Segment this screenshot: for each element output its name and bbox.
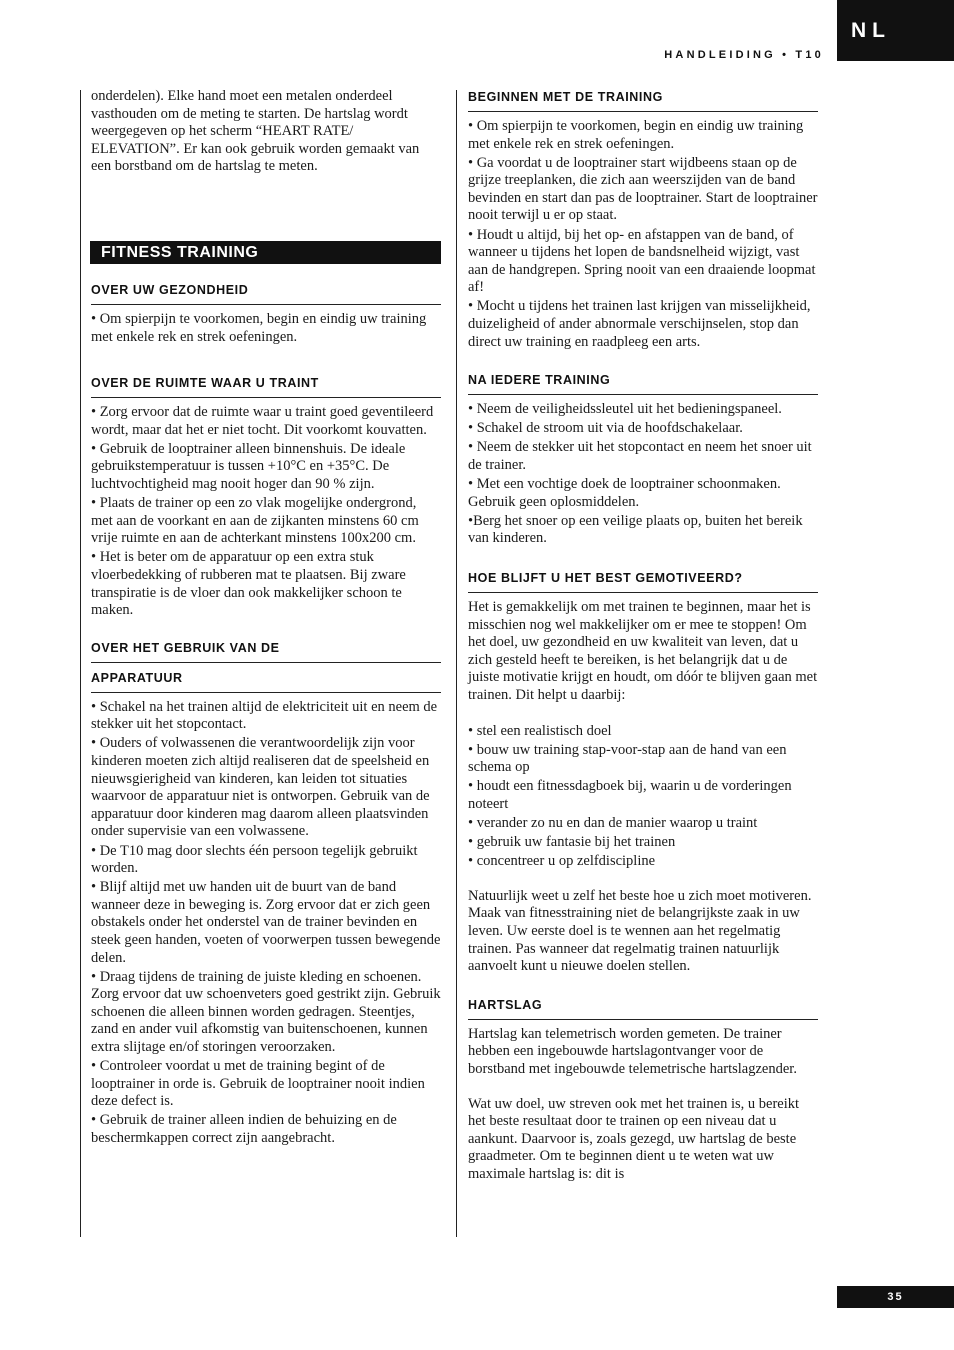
- section-heading-heart-rate: HARTSLAG: [468, 998, 818, 1020]
- motivation-item: • houdt een fitnessdagboek bij, waarin u de vorderingen noteert: [468, 778, 792, 812]
- section-heading-room: OVER DE RUIMTE WAAR U TRAINT: [91, 376, 441, 398]
- fitness-training-heading: FITNESS TRAINING: [90, 241, 441, 264]
- room-item: • Het is beter om de apparatuur op een extra stuk vloerbedekking of rubberen mat te plaatsen. Bij zware transpiratie is de vloer dan ook makkelijker schoon te maken.: [91, 549, 406, 619]
- language-tab: NL: [837, 0, 954, 61]
- heart-rate-paragraph: Wat uw doel, uw streven ook met het trainen is, u bereikt het beste resultaat door te trainen op een niveau dat u aankunt. Daarvoor is, zoals gezegd, uw hartslag de beste graadmeter. Om te beginnen dient u te weten wat uw maximale hartslag is: dit is: [468, 1095, 800, 1182]
- section-heading-motivation: HOE BLIJFT U HET BEST GEMOTIVEERD?: [468, 571, 818, 593]
- room-item: • Zorg ervoor dat de ruimte waar u traint goed geventileerd wordt, maar dat het er niet tocht. Dit voorkomt kouvatten.: [91, 404, 434, 438]
- start-training-item: • Om spierpijn te voorkomen, begin en eindig uw training met enkele rek en strek oefeningen.: [468, 118, 804, 152]
- section-heading-equipment-line1: OVER HET GEBRUIK VAN DE: [91, 641, 441, 663]
- equipment-item: • Ouders of volwassenen die verantwoordelijk zijn voor kinderen moeten zich altijd realiseren dat de speelsheid en nieuwsgierigheid van kinderen, kan leiden tot situaties waarvoor de apparatuur niet is ontworpen. Gebruik van de apparatuur door kinderen mag daarom alleen plaatsvinden onder supervisie van een volwassene.: [91, 735, 430, 840]
- after-training-item: • Neem de veiligheidssleutel uit het bedieningspaneel.: [468, 401, 782, 418]
- equipment-item: • Gebruik de trainer alleen indien de behuizing en de beschermkappen correct zijn aangebracht.: [91, 1112, 397, 1147]
- running-header: HANDLEIDING • T10: [664, 49, 824, 61]
- motivation-item: • verander zo nu en dan de manier waarop u traint: [468, 815, 758, 831]
- equipment-item: • Schakel na het trainen altijd de elektriciteit uit en neem de stekker uit het stopcontact.: [91, 698, 438, 733]
- motivation-intro: Het is gemakkelijk om met trainen te beginnen, maar het is misschien nog wel makkelijker om er mee te stoppen! Om het doel, uw gezondheid en uw kwaliteit van leven, dat u zich gesteld heeft te bereiken, is het belangrijk dat u de juiste motivatie krijgt en houdt, om dóór te blijven gaan met trainen. Dit helpt u daarbij:: [468, 598, 818, 703]
- section-heading-start-training: BEGINNEN MET DE TRAINING: [468, 90, 818, 112]
- after-training-item: • Met een vochtige doek de looptrainer schoonmaken. Gebruik geen oplosmiddelen.: [468, 476, 781, 510]
- equipment-item: • De T10 mag door slechts één persoon tegelijk gebruikt worden.: [91, 842, 418, 877]
- right-column: [468, 88, 818, 1184]
- equipment-item: • Draag tijdens de training de juiste kleding en schoenen. Zorg ervoor dat uw schoenveters goed gestrikt zijn. Gebruik schoenen die alleen binnen worden gedragen. Steentjes, zand en ander vuil afkomstig van buitenschoenen, kunnen extra slijtage en/of storingen veroorzaken.: [91, 968, 441, 1056]
- after-training-item: • Schakel de stroom uit via de hoofdschakelaar.: [468, 420, 743, 437]
- intro-paragraph: onderdelen). Elke hand moet een metalen onderdeel vasthouden om de meting te starten. De hartslag wordt weergegeven op het scherm “HEART RATE/ ELEVATION”. Er kan ook gebruik worden gemaakt van een borstband om de hartslag te meten.: [91, 88, 420, 175]
- after-training-item: •Berg het snoer op een veilige plaats op, buiten het bereik van kinderen.: [468, 512, 803, 547]
- left-column-rule: [80, 90, 81, 1237]
- left-column: [91, 88, 441, 1148]
- motivation-item: • stel een realistisch doel: [468, 722, 612, 739]
- heart-rate-paragraph: Hartslag kan telemetrisch worden gemeten. De trainer hebben een ingebouwde hartslagontvanger voor de borstband met ingebouwde telemetrische hartslagzender.: [468, 1025, 797, 1077]
- room-item: • Plaats de trainer op een zo vlak mogelijke ondergrond, met aan de voorkant en aan de zijkanten minstens 60 cm vrije ruimte en aan de achterkant minstens 100x200 cm.: [91, 495, 419, 547]
- motivation-outro: Natuurlijk weet u zelf het beste hoe u zich moet motiveren. Maak van fitnesstraining niet de belangrijkste zaak in uw leven. Uw eerste doel is te wennen aan het regelmatig trainen. Pas wanneer dat regelmatig trainen natuurlijk aanvoelt kunt u nieuwe doelen stellen.: [468, 887, 812, 975]
- after-training-item: • Neem de stekker uit het stopcontact en neem het snoer uit de trainer.: [468, 439, 812, 473]
- start-training-item: • Mocht u tijdens het trainen last krijgen van misselijkheid, duizeligheid of ander abnormale verschijnselen, stop dan direct uw training en raadpleeg een arts.: [468, 298, 811, 350]
- equipment-item: • Controleer voordat u met de training begint of de looptrainer in orde is. Gebruik de looptrainer nooit indien deze defect is.: [91, 1058, 425, 1110]
- health-item: • Om spierpijn te voorkomen, begin en eindig uw training met enkele rek en strek oefeningen.: [91, 310, 427, 345]
- start-training-item: • Ga voordat u de looptrainer start wijdbeens staan op de grijze treeplanken, die zich aan weerszijden van de band bevinden en start dan pas de looptrainer. Start de looptrainer nooit terwijl u er op staat.: [468, 154, 818, 224]
- section-heading-after-training: NA IEDERE TRAINING: [468, 373, 818, 395]
- page-number: 35: [837, 1286, 954, 1308]
- motivation-item: • concentreer u op zelfdiscipline: [468, 853, 656, 870]
- equipment-item: • Blijf altijd met uw handen uit de buurt van de band wanneer deze in beweging is. Zorg ervoor dat er zich geen obstakels onder het onderstel van de trainer bevinden en steek geen handen, voeten of voorwerpen tussen bewegende delen.: [91, 879, 441, 966]
- motivation-item: • gebruik uw fantasie bij het trainen: [468, 834, 676, 851]
- section-heading-health: OVER UW GEZONDHEID: [91, 283, 441, 305]
- room-item: • Gebruik de looptrainer alleen binnenshuis. De ideale gebruikstemperatuur is tussen +10°C en +35°C. De luchtvochtigheid mag nooit hoger dan 90 % zijn.: [91, 440, 406, 493]
- center-column-rule: [456, 90, 457, 1237]
- start-training-item: • Houdt u altijd, bij het op- en afstappen van de band, of wanneer u tijdens het lopen de bandsnelheid wijzigt, vast aan de handgrepen. Spring nooit van een draaiende loopmat af!: [468, 226, 816, 296]
- motivation-item: • bouw uw training stap-voor-stap aan de hand van een schema op: [468, 741, 787, 776]
- section-heading-equipment-line2: APPARATUUR: [91, 671, 441, 693]
